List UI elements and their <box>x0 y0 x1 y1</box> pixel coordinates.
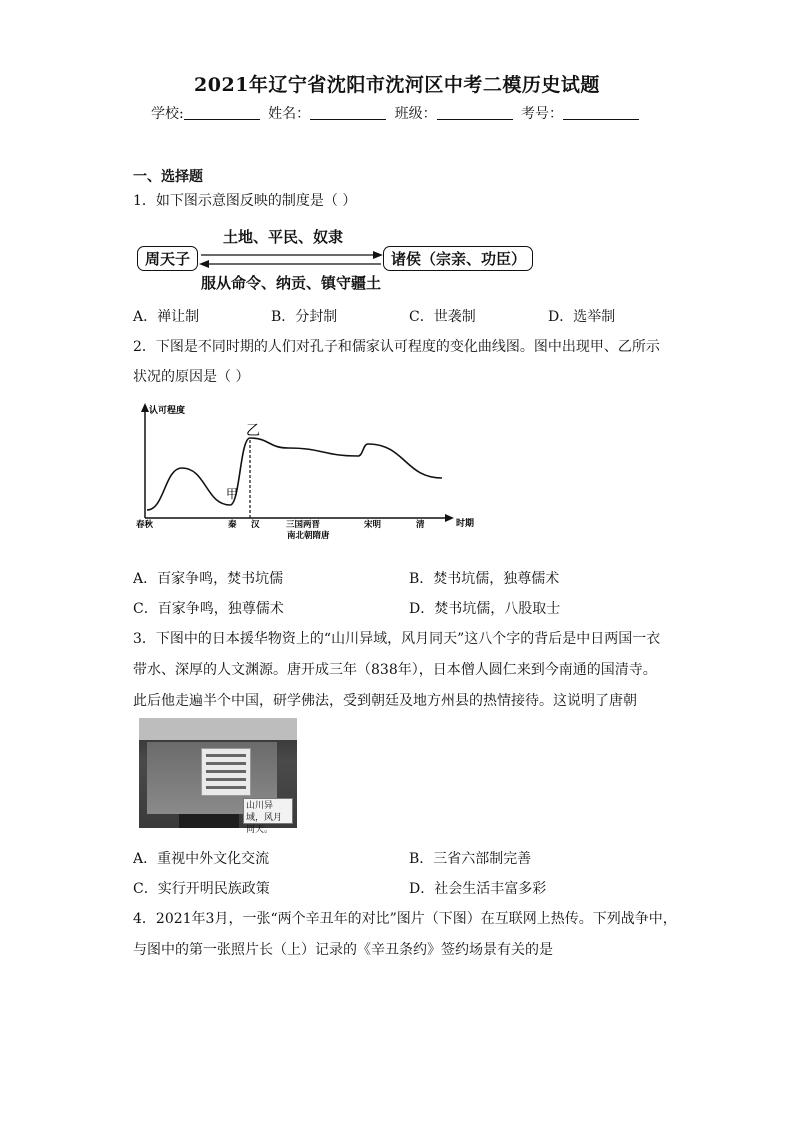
tick-label-qin: 秦 <box>228 520 237 530</box>
page-title: 2021年辽宁省沈阳市沈河区中考二模历史试题 <box>194 74 600 96</box>
class-label: 班级： <box>394 106 437 122</box>
diagram-arrows <box>199 248 385 272</box>
exam-no-label: 考号： <box>521 106 564 122</box>
q2-stem-line1: 2．下图是不同时期的人们对孔子和儒家认可程度的变化曲线图。图中出现甲、乙所示 <box>133 339 660 355</box>
q3-option-d[interactable]: D．社会生活丰富多彩 <box>409 881 547 897</box>
q1-option-d[interactable]: D．选举制 <box>548 309 616 325</box>
carton-label <box>201 748 251 796</box>
q4-stem-line1: 4．2021年3月，一张“两个辛丑年的对比”图片（下图）在互联网上热传。下列战争中， <box>133 911 677 927</box>
q2-option-b[interactable]: B．焚书坑儒，独尊儒术 <box>409 571 560 587</box>
x-axis-arrow <box>445 514 454 522</box>
q1-option-b[interactable]: B．分封制 <box>271 309 338 325</box>
zhou-king-box: 周天子 <box>137 246 198 271</box>
tick-label-han: 汉 <box>251 520 260 530</box>
exam-no-blank[interactable] <box>563 105 639 120</box>
aid-box-photo <box>139 718 297 835</box>
tick-label-songming: 宋明 <box>364 520 382 530</box>
q1-stem: 1．如下图示意图反映的制度是（ ） <box>133 193 357 209</box>
school-blank[interactable] <box>184 105 260 120</box>
q3-option-b[interactable]: B．三省六部制完善 <box>409 851 532 867</box>
section-title: 一、选择题 <box>133 169 203 185</box>
q1-option-c[interactable]: C．世袭制 <box>409 309 476 325</box>
diagram-bottom-text: 服从命令、纳贡、镇守疆土 <box>201 274 382 292</box>
q2-chart <box>130 400 500 550</box>
school-label: 学校: <box>150 106 184 122</box>
q2-option-d[interactable]: D．焚书坑儒，八股取士 <box>409 601 561 617</box>
annotation-jia: 甲 <box>226 487 239 501</box>
q2-option-a[interactable]: A．百家争鸣，焚书坑儒 <box>133 571 284 587</box>
series-line <box>147 438 442 510</box>
x-axis-label: 时期 <box>456 519 475 529</box>
diagram-top-text: 土地、平民、奴隶 <box>223 228 344 246</box>
q2-stem-line2: 状况的原因是（ ） <box>133 369 250 385</box>
q3-option-c[interactable]: C．实行开明民族政策 <box>133 881 270 897</box>
tick-label-nanbei: 南北朝隋唐 <box>287 531 330 541</box>
q3-stem-line3: 此后他走遍半个中国，研学佛法，受到朝廷及地方州县的热情接待。这说明了唐朝 <box>133 693 637 709</box>
tick-label-chunqiu: 春秋 <box>136 520 154 530</box>
student-info-line <box>0 103 794 123</box>
photo-note: 山川异域，风月同天。 <box>243 798 293 824</box>
q1-diagram <box>133 222 533 294</box>
tick-label-qing: 清 <box>416 520 425 530</box>
q3-stem-line1: 3．下图中的日本援华物资上的“山川异域，风月同天”这八个字的背后是中日两国一衣 <box>133 631 661 647</box>
y-axis-arrow <box>141 403 149 412</box>
q4-stem-line2: 与图中的第一张照片长（上）记录的《辛丑条约》签约场景有关的是 <box>133 942 553 958</box>
q1-option-a[interactable]: A．禅让制 <box>133 309 200 325</box>
annotation-yi: 乙 <box>246 423 260 439</box>
name-label: 姓名： <box>268 106 311 122</box>
class-blank[interactable] <box>437 105 513 120</box>
q3-stem-line2: 带水、深厚的人文渊源。唐开成三年（838年），日本僧人圆仁来到今南通的国清寺。 <box>133 662 657 678</box>
y-axis-label: 认可程度 <box>149 406 186 416</box>
q2-option-c[interactable]: C．百家争鸣，独尊儒术 <box>133 601 284 617</box>
tick-label-sanguo: 三国两晋 <box>286 520 321 530</box>
name-blank[interactable] <box>310 105 386 120</box>
vassal-box: 诸侯（宗亲、功臣） <box>383 246 533 271</box>
q3-option-a[interactable]: A．重视中外文化交流 <box>133 851 270 867</box>
